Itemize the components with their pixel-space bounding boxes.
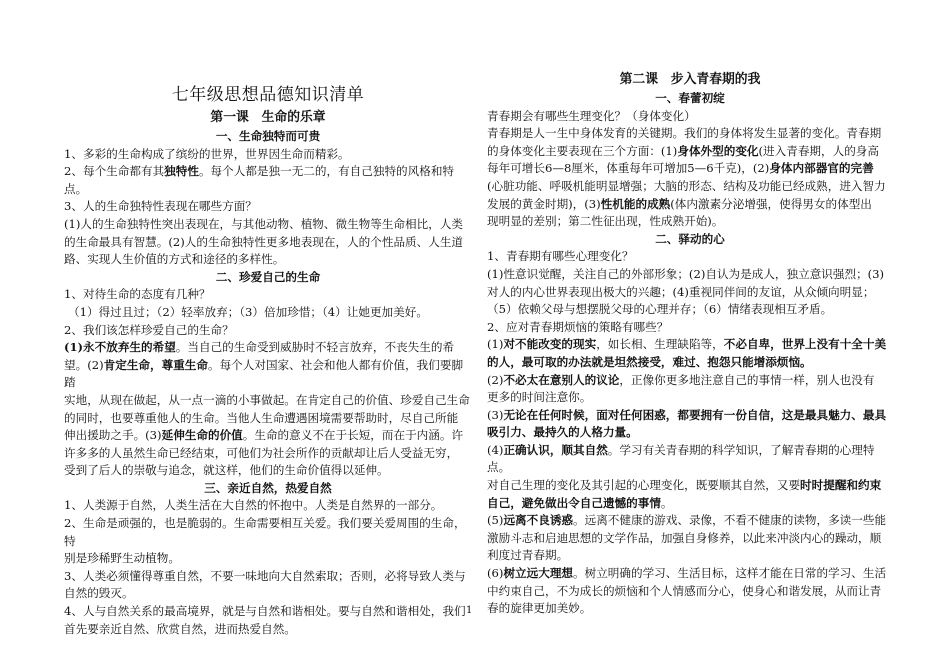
question: 2、我们该怎样珍爱自己的生命？	[64, 322, 234, 337]
paragraph: 每年可增长6—8厘米，体重每年可增加5—6千克)，(2)身体内部器官的完善	[487, 161, 874, 176]
page-number: 1	[466, 605, 473, 616]
paragraph: 望。(2)肯定生命，尊重生命。每个人对国家、社会和他人都有价值，我们要脚踏	[64, 357, 464, 390]
question: 2、应对青春期烦恼的策略有哪些？	[487, 319, 669, 334]
paragraph: （5）依赖父母与想摆脱父母的心理并存；（6）情绪表现相互矛盾。	[487, 302, 833, 317]
section-heading: 一、春蕾初绽	[655, 91, 725, 105]
paragraph: 受到了后人的崇敬与追念，就这样，他们的生命价值得以延伸。	[64, 463, 389, 478]
question: 1、青春期有哪些心理变化？	[487, 249, 634, 264]
paragraph: 吸引力、最持久的人格力量。	[487, 425, 638, 440]
question: 青春期会有哪些生理变化？（身体变化）	[487, 108, 696, 123]
paragraph: 更多的时间注意你。	[487, 390, 592, 405]
paragraph: (4)正确认识，顺其自然。学习有关青春期的科学知识，了解青春期的心理特点。	[487, 442, 875, 475]
paragraph: (1)永不放弃生的希望。当自己的生命受到威胁时不轻言放弃，不丧失生的希	[64, 340, 455, 355]
paragraph: (1)人的生命独特性突出表现在，与其他动物、植物、微生物等生命相比，人类	[64, 216, 464, 231]
paragraph: 伸出援助之手。(3)延伸生命的价值。生命的意义不在于长短，而在于内涵。许	[64, 428, 464, 443]
paragraph: 自然的毁灭。	[64, 586, 134, 601]
paragraph: 路、实现人生价值的方式和途径的多样性。	[64, 252, 285, 267]
paragraph: 对人的内心世界表现出极大的兴趣；(4)重视同伴间的友谊，从众倾向明显；	[487, 284, 875, 299]
left-column	[64, 108, 472, 638]
answer: （1）得过且过；（2）轻率放弃；（3）倍加珍惜；（4）让她更加美好。	[68, 304, 428, 319]
paragraph: 激励斗志和启迪思想的文学作品，加强自身修养，以此来冲淡内心的躁动，顺	[487, 530, 882, 545]
paragraph: (6)树立远大理想。树立明确的学习、生活目标，这样才能在日常的学习、生活	[487, 566, 887, 581]
paragraph: 1、多彩的生命构成了缤纷的世界，世界因生命而精彩。	[64, 146, 350, 161]
paragraph: 首先要亲近自然、欣赏自然，进而热爱自然。	[64, 621, 296, 636]
paragraph: 现明显的差别；第二性征出现，性成熟开始)。	[487, 214, 724, 229]
paragraph: 青春期是人一生中身体发育的关键期。我们的身体将发生显著的变化。青春期	[487, 126, 882, 141]
section-heading: 二、驿动的心	[655, 231, 725, 246]
question: 3、人的生命独特性表现在哪些方面？	[64, 199, 257, 214]
paragraph: (1)对不能改变的现实，如长相、生理缺陷等，不必自卑，世界上没有十全十美	[487, 337, 887, 352]
question: 1、对待生命的态度有几种？	[64, 287, 211, 302]
paragraph: 4、人与自然关系的最高境界，就是与自然和谐相处。要与自然和谐相处，我们	[64, 604, 466, 619]
paragraph: 发展的黄金时期)，(3)性机能的成熟(体内激素分泌增强，使得男女的体型出	[487, 196, 872, 211]
section-heading: 二、珍爱自己的生命	[215, 269, 321, 284]
section-heading: 三、亲近自然，热爱自然	[204, 480, 332, 495]
paragraph: 春的旋律更加美妙。	[487, 601, 592, 616]
paragraph: 的人，最可取的办法就是坦然接受，难过、抱怨只能增添烦恼。	[487, 354, 812, 369]
paragraph: 2、生命是顽强的，也是脆弱的。生命需要相互关爱。我们要关爱周围的生命，特	[64, 516, 466, 548]
paragraph: 实地，从现在做起，从一点一滴的小事做起。在肯定自己的价值、珍爱自己生命	[64, 392, 470, 407]
paragraph: (5)远离不良诱惑。远离不健康的游戏、录像，不看不健康的读物，多读一些能	[487, 513, 887, 528]
paragraph: 2、每个生命都有其独特性。每个人都是独一无二的，有自己独特的风格和特点。	[64, 164, 455, 196]
section-heading: 一、生命独特而可贵	[215, 129, 321, 143]
right-column	[487, 70, 893, 618]
lesson-1-heading: 第一课 生命的乐章	[210, 110, 326, 125]
paragraph: 的同时，也要尊重他人的生命。当他人生命遭遇困境需要帮助时，尽自己所能	[64, 410, 459, 425]
paragraph: 1、人类源于自然，人类生活在大自然的怀抱中。人类是自然界的一部分。	[64, 498, 443, 513]
paragraph: 3、人类必须懂得尊重自然，不要一味地向大自然索取；否则，必将导致人类与	[64, 568, 466, 583]
lesson-2-heading: 第二课 步入青春期的我	[619, 72, 761, 87]
paragraph: 自己，避免做出令自己遗憾的事情。	[487, 495, 673, 510]
paragraph: 别是珍稀野生动植物。	[64, 551, 180, 566]
paragraph: (1)性意识觉醒，关注自己的外部形象；(2)自认为是成人，独立意识强烈；(3)	[487, 266, 885, 281]
paragraph: 的身体变化主要表现在三个方面：(1)身体外型的变化(进入青春期，人的身高	[487, 143, 879, 158]
paragraph: 许多多的人虽然生命已经结束，可他们为社会所作的贡献却让后人受益无穷，	[64, 445, 459, 460]
paragraph: 的生命最具有智慧。(2)人的生命独特性更多地表现在，人的个性品质、人生道	[64, 234, 464, 249]
paragraph: 中约束自己，不为成长的烦恼和个人情感而分心，使身心和谐发展，从而让青	[487, 583, 882, 598]
paragraph: (2)不必太在意别人的议论，正像你更多地注意自己的事情一样，别人也没有	[487, 372, 875, 387]
paragraph: (心脏功能、呼吸机能明显增强；大脑的形态、结构及功能已经成熟，进入智力	[487, 178, 886, 193]
document-title: 七年级思想品德知识清单	[171, 85, 365, 105]
paragraph: (3)无论在任何时候，面对任何困惑，都要拥有一份自信，这是最具魅力、最具	[487, 407, 887, 422]
paragraph: 利度过青春期。	[487, 548, 569, 563]
paragraph: 对自己生理的变化及其引起的心理变化，既要顺其自然，又要时时提醒和约束	[487, 478, 882, 493]
